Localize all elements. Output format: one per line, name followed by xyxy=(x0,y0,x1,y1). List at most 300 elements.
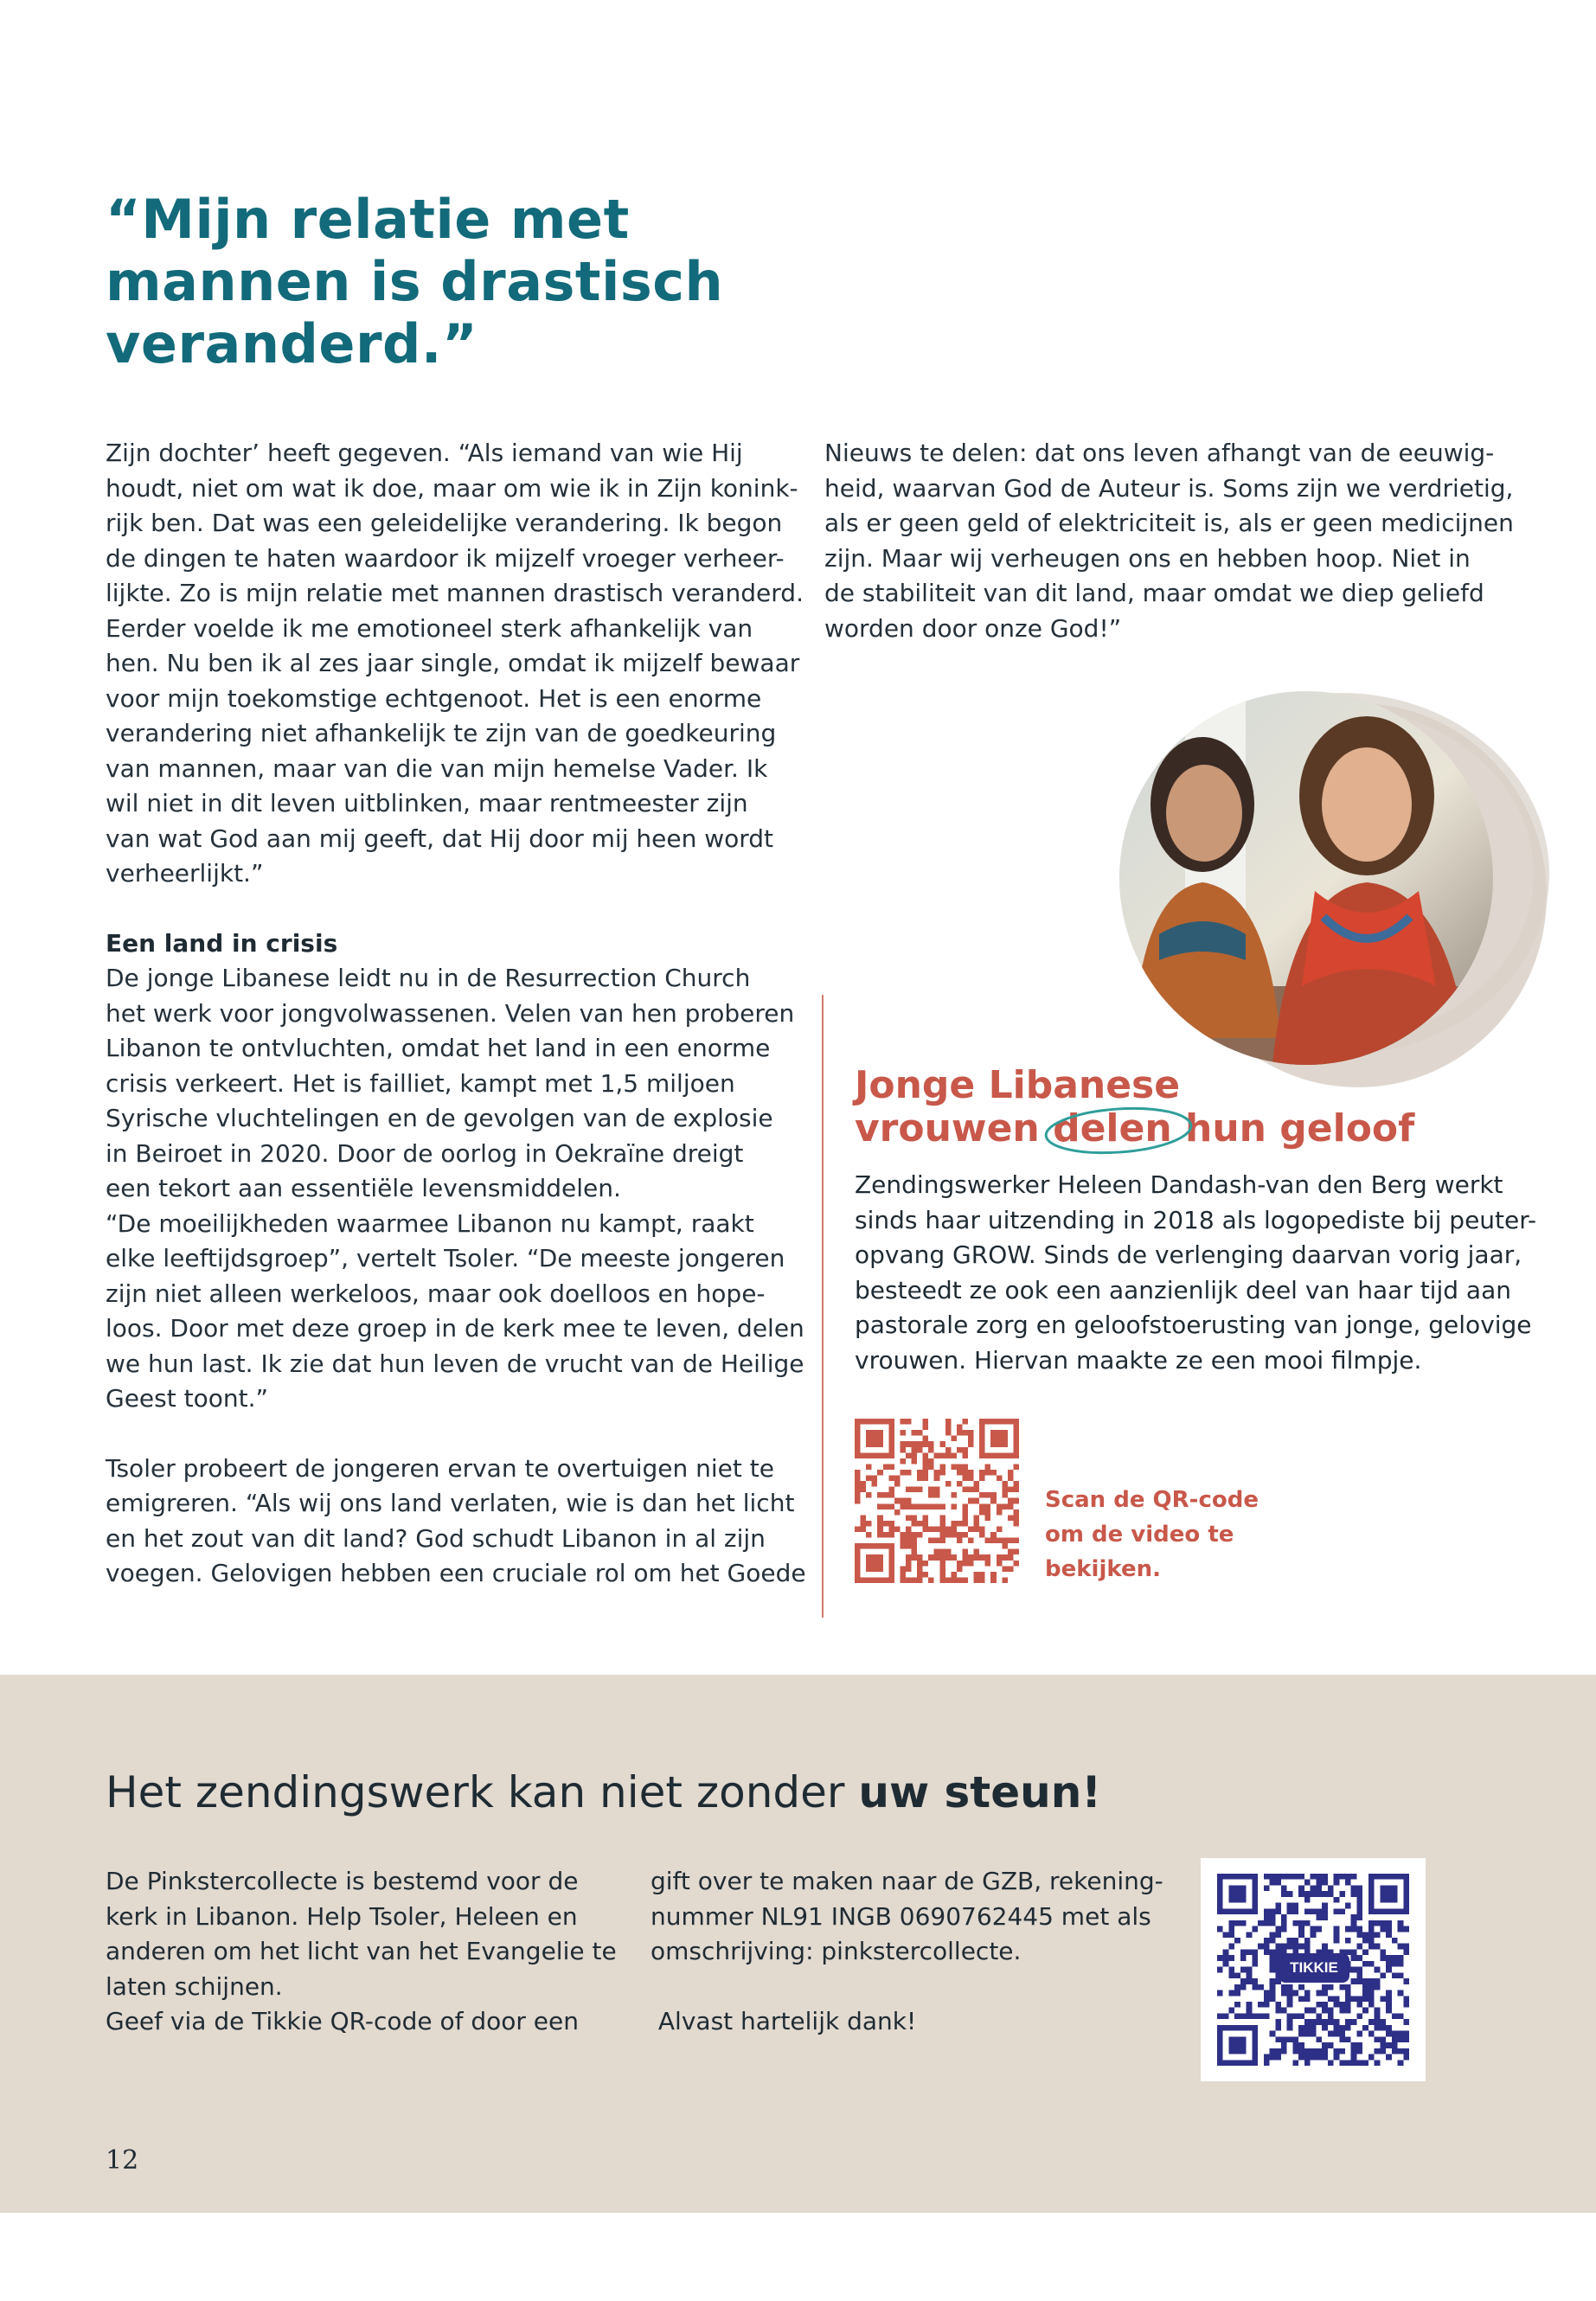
qr-module xyxy=(1247,2008,1253,2014)
circled-word xyxy=(1053,1107,1172,1150)
text-line: Tsoler probeert de jongeren ervan te overtuigen niet te xyxy=(106,1453,774,1483)
qr-module xyxy=(985,1561,991,1567)
qr-module xyxy=(861,1481,867,1487)
qr-module xyxy=(1013,1515,1019,1521)
qr-module xyxy=(1362,1938,1368,1944)
qr-module xyxy=(1380,2025,1386,2031)
text-line: Eerder voelde ik me emotioneel sterk afhankelijk van xyxy=(106,613,753,643)
qr-module xyxy=(1264,1874,1270,1880)
qr-module xyxy=(1008,1538,1014,1544)
qr-module xyxy=(1316,2013,1322,2019)
qr-module xyxy=(1380,1920,1386,1926)
qr-module xyxy=(855,1470,861,1476)
qr-module xyxy=(923,1572,929,1578)
qr-module xyxy=(1002,1487,1008,1493)
qr-module xyxy=(968,1538,974,1544)
qr-module xyxy=(1217,1955,1223,1961)
qr-module xyxy=(1311,2008,1317,2014)
qr-module xyxy=(861,1487,867,1493)
headline-part: delen xyxy=(1053,1106,1172,1150)
qr-module xyxy=(1264,1990,1270,1997)
qr-module xyxy=(866,1430,883,1447)
title-line: veranderd.” xyxy=(106,312,478,375)
qr-module xyxy=(1345,2025,1351,2031)
qr-module xyxy=(900,1419,906,1425)
text-line: heid, waarvan God de Auteur is. Soms zijn we verdrietig, xyxy=(824,473,1514,503)
qr-module xyxy=(1368,2031,1375,2037)
qr-module xyxy=(1281,1914,1287,1920)
qr-module xyxy=(1247,1978,1253,1984)
text-line: voor mijn toekomstige echtgenoot. Het is een enorme xyxy=(106,683,762,713)
qr-module xyxy=(1287,1908,1293,1914)
qr-module xyxy=(990,1470,997,1476)
qr-module xyxy=(906,1538,912,1544)
qr-module xyxy=(928,1458,934,1465)
qr-module xyxy=(917,1430,923,1436)
qr-module xyxy=(1281,2042,1287,2048)
qr-module xyxy=(1304,1880,1311,1886)
qr-module xyxy=(900,1577,906,1583)
qr-module xyxy=(1322,1914,1328,1920)
qr-module xyxy=(990,1572,997,1578)
qr-module xyxy=(900,1543,906,1549)
qr-module xyxy=(1275,1908,1281,1914)
qr-module xyxy=(1298,1885,1304,1891)
qr-code-graphic xyxy=(855,1419,1019,1583)
text-line xyxy=(651,1970,1187,2005)
qr-module xyxy=(1252,1949,1258,1955)
qr-module xyxy=(917,1447,923,1453)
qr-module xyxy=(1275,1880,1281,1886)
photo-illustration xyxy=(1107,675,1557,1090)
qr-module xyxy=(923,1526,929,1532)
qr-module xyxy=(912,1430,918,1436)
qr-module xyxy=(906,1419,912,1425)
qr-module xyxy=(923,1515,929,1521)
qr-module xyxy=(1398,2031,1404,2037)
qr-module xyxy=(1351,1996,1357,2002)
qr-module xyxy=(1275,1932,1281,1938)
qr-module xyxy=(957,1538,963,1544)
qr-module xyxy=(923,1464,929,1470)
qr-module xyxy=(912,1452,918,1458)
qr-module xyxy=(957,1464,963,1470)
qr-module xyxy=(951,1554,957,1561)
left-column xyxy=(106,436,806,1592)
qr-module xyxy=(1334,1932,1340,1938)
qr-module xyxy=(1334,2002,1340,2008)
qr-module xyxy=(974,1515,980,1521)
qr-module xyxy=(906,1561,912,1567)
qr-module xyxy=(928,1526,934,1532)
qr-module xyxy=(979,1526,985,1532)
qr-module xyxy=(900,1430,906,1436)
qr-module xyxy=(1356,1903,1362,1909)
text-line: van wat God aan mij geeft, dat Hij door mij heen wordt xyxy=(106,824,774,853)
text-line: nummer NL91 INGB 0690762445 met als xyxy=(651,1901,1151,1931)
qr-module xyxy=(1002,1543,1008,1549)
qr-module xyxy=(945,1452,952,1458)
qr-module xyxy=(1386,2008,1392,2014)
qr-module xyxy=(923,1476,929,1482)
qr-module xyxy=(1275,1926,1281,1932)
text-line: zijn niet alleen werkeloos, maar ook doelloos en hope- xyxy=(106,1279,766,1308)
qr-module xyxy=(906,1470,912,1476)
qr-module xyxy=(917,1487,923,1493)
appeal-title xyxy=(106,1766,1490,1818)
text-line: in Beiroet in 2020. Door de oorlog in Oekraïne dreigt xyxy=(106,1138,744,1168)
qr-module xyxy=(1345,1984,1351,1990)
qr-module xyxy=(923,1452,929,1458)
qr-module xyxy=(1275,2002,1281,2008)
qr-module xyxy=(934,1476,940,1482)
qr-module xyxy=(1252,1926,1258,1932)
qr-module xyxy=(1339,1874,1345,1880)
qr-module xyxy=(1234,2013,1240,2019)
qr-module xyxy=(1345,1938,1351,1944)
qr-module xyxy=(1386,1932,1392,1938)
qr-module xyxy=(1217,1926,1223,1932)
text-line: omschrijving: pinkstercollecte. xyxy=(651,1937,1022,1965)
qr-module xyxy=(928,1577,934,1583)
qr-module xyxy=(1392,2031,1398,2037)
qr-module xyxy=(1368,1996,1375,2002)
qr-module xyxy=(1228,2036,1246,2054)
qr-module xyxy=(1339,1984,1345,1990)
qr-module xyxy=(939,1549,945,1555)
qr-module xyxy=(1311,1932,1317,1938)
qr-module xyxy=(1270,1984,1276,1990)
text-line: Scan de QR-code xyxy=(1045,1487,1259,1513)
right-column xyxy=(824,436,1534,646)
qr-module xyxy=(1375,1944,1381,1950)
qr-module xyxy=(934,1452,940,1458)
tikkie-qr-code[interactable] xyxy=(1201,1858,1426,2081)
qr-module xyxy=(1304,2031,1311,2037)
qr-module xyxy=(877,1526,883,1532)
qr-module xyxy=(1013,1498,1019,1504)
qr-module xyxy=(1247,1932,1253,1938)
qr-module xyxy=(974,1498,980,1504)
qr-module xyxy=(1287,2013,1293,2019)
qr-module xyxy=(1339,2008,1345,2014)
qr-module xyxy=(1334,1874,1340,1880)
qr-module xyxy=(1013,1561,1019,1567)
qr-module xyxy=(1275,2054,1281,2061)
qr-module xyxy=(1008,1498,1014,1504)
qr-module xyxy=(1264,2002,1270,2008)
qr-module xyxy=(1375,1967,1381,1973)
text-line: emigreren. “Als wij ons land verlaten, wie is dan het licht xyxy=(106,1489,795,1517)
qr-module xyxy=(1013,1487,1019,1493)
qr-module xyxy=(1328,2013,1334,2019)
qr-module xyxy=(1252,1961,1258,1967)
qr-module xyxy=(1270,2054,1276,2061)
qr-module xyxy=(990,1577,997,1583)
qr-module xyxy=(1281,2048,1287,2054)
qr-module xyxy=(1223,1949,1229,1955)
qr-module xyxy=(1316,1874,1322,1880)
qr-module xyxy=(1375,2060,1381,2066)
qr-module xyxy=(990,1430,1008,1447)
qr-module xyxy=(934,1470,940,1476)
qr-module xyxy=(1270,1990,1276,1997)
page-footer xyxy=(0,2213,1596,2301)
qr-module xyxy=(1228,1990,1234,1997)
qr-module xyxy=(957,1532,963,1538)
qr-module xyxy=(1240,1978,1247,1984)
text-line: worden door onze God!” xyxy=(824,613,1122,643)
qr-module xyxy=(928,1441,934,1447)
text-line: verandering niet afhankelijk te zijn van de goedkeuring xyxy=(106,719,777,747)
qr-module xyxy=(872,1476,878,1482)
qr-module xyxy=(928,1447,934,1453)
qr-module xyxy=(1398,1955,1404,1961)
qr-module xyxy=(1334,1880,1340,1886)
qr-module xyxy=(1398,1972,1404,1978)
text-line: houdt, niet om wat ik doe, maar om wie ik in Zijn konink- xyxy=(106,473,798,503)
qr-module xyxy=(1264,1920,1270,1926)
qr-module xyxy=(1258,1944,1264,1950)
qr-module xyxy=(1008,1515,1014,1521)
qr-module xyxy=(1228,1955,1234,1961)
text-line: een tekort aan essentiële levensmiddelen. xyxy=(106,1174,621,1202)
qr-module xyxy=(1356,1944,1362,1950)
qr-module xyxy=(1298,1874,1304,1880)
qr-module xyxy=(1339,2031,1345,2037)
video-qr-code[interactable] xyxy=(855,1419,1019,1583)
qr-module xyxy=(1386,2002,1392,2008)
qr-module xyxy=(1375,1978,1381,1984)
qr-module xyxy=(957,1470,963,1476)
paragraph-3 xyxy=(106,1452,806,1592)
qr-module xyxy=(968,1487,974,1493)
qr-module xyxy=(945,1577,952,1583)
qr-module xyxy=(917,1554,923,1561)
qr-module xyxy=(906,1554,912,1561)
qr-module xyxy=(1292,2013,1298,2019)
qr-module xyxy=(1345,2002,1351,2008)
qr-module xyxy=(997,1476,1003,1482)
qr-module xyxy=(1228,1926,1234,1932)
qr-module xyxy=(1304,1990,1311,1997)
qr-module xyxy=(1322,1891,1328,1897)
qr-module xyxy=(1228,1972,1234,1978)
qr-module xyxy=(1398,1961,1404,1967)
qr-module xyxy=(1392,1972,1398,1978)
text-line: vrouwen. Hiervan maakte ze een mooi filmpje. xyxy=(855,1345,1422,1375)
qr-module xyxy=(923,1436,929,1442)
qr-module xyxy=(1339,1891,1345,1897)
qr-module xyxy=(1002,1566,1008,1572)
qr-module xyxy=(1362,1990,1368,1997)
qr-module xyxy=(1351,2054,1357,2061)
qr-module xyxy=(855,1487,861,1493)
qr-module xyxy=(968,1561,974,1567)
qr-module xyxy=(1368,2002,1375,2008)
qr-module xyxy=(962,1487,968,1493)
qr-module xyxy=(1328,1996,1334,2002)
qr-module xyxy=(1351,1914,1357,1920)
qr-module xyxy=(939,1577,945,1583)
qr-module xyxy=(1264,1885,1270,1891)
qr-module xyxy=(1008,1503,1014,1509)
qr-module xyxy=(888,1503,894,1509)
qr-module xyxy=(866,1521,872,1527)
qr-module xyxy=(1013,1481,1019,1487)
qr-module xyxy=(883,1532,889,1538)
qr-module xyxy=(877,1521,883,1527)
qr-module xyxy=(1304,1938,1311,1944)
qr-module xyxy=(1334,1897,1340,1903)
qr-module xyxy=(1287,1891,1293,1897)
qr-module xyxy=(951,1436,957,1442)
qr-module xyxy=(1264,1914,1270,1920)
qr-module xyxy=(912,1515,918,1521)
qr-module xyxy=(912,1538,918,1544)
qr-module xyxy=(1292,1938,1298,1944)
qr-module xyxy=(1356,1885,1362,1891)
qr-module xyxy=(1287,1944,1293,1950)
qr-module xyxy=(1356,2060,1362,2066)
qr-module xyxy=(900,1503,906,1509)
qr-module xyxy=(917,1441,923,1447)
qr-module xyxy=(855,1498,861,1504)
qr-module xyxy=(1311,1874,1317,1880)
qr-module xyxy=(1311,2025,1317,2031)
qr-module xyxy=(1403,2031,1409,2037)
qr-module xyxy=(1292,1903,1298,1909)
qr-module xyxy=(957,1447,963,1453)
photo-two-women xyxy=(1107,675,1557,1090)
qr-module xyxy=(877,1515,883,1521)
qr-module xyxy=(1316,1880,1322,1886)
qr-module xyxy=(1398,2060,1404,2066)
text-line: lijkte. Zo is mijn relatie met mannen drastisch veranderd. xyxy=(106,579,804,607)
qr-module xyxy=(894,1509,901,1516)
qr-module xyxy=(951,1521,957,1527)
sidebar-body xyxy=(855,1168,1547,1378)
qr-module xyxy=(1264,2054,1270,2061)
qr-module xyxy=(888,1521,894,1527)
qr-module xyxy=(1298,2031,1304,2037)
qr-module xyxy=(1234,1972,1240,1978)
qr-module xyxy=(945,1526,952,1532)
qr-module xyxy=(934,1549,940,1555)
qr-module xyxy=(1275,2025,1281,2031)
qr-module xyxy=(1386,1996,1392,2002)
qr-module xyxy=(1351,1955,1357,1961)
qr-module xyxy=(957,1481,963,1487)
qr-module xyxy=(1339,1908,1345,1914)
qr-module xyxy=(1316,2054,1322,2061)
qr-module xyxy=(1304,1897,1311,1903)
qr-module xyxy=(1386,2031,1392,2037)
qr-module xyxy=(1328,1891,1334,1897)
qr-module xyxy=(1334,1996,1340,2002)
qr-module xyxy=(957,1425,963,1431)
qr-module xyxy=(1270,1880,1276,1886)
qr-module xyxy=(1013,1521,1019,1527)
qr-module xyxy=(939,1515,945,1521)
qr-module xyxy=(1292,2048,1298,2054)
qr-module xyxy=(912,1458,918,1465)
qr-module xyxy=(1356,1908,1362,1914)
appeal-column-2 xyxy=(651,1864,1187,2040)
qr-module xyxy=(1002,1577,1008,1583)
qr-module xyxy=(962,1561,968,1567)
text-line: om de video te xyxy=(1045,1522,1234,1548)
qr-module xyxy=(1398,1920,1404,1926)
qr-module xyxy=(877,1492,883,1498)
qr-module xyxy=(912,1487,918,1493)
qr-module xyxy=(997,1526,1003,1532)
qr-module xyxy=(1316,1926,1322,1932)
qr-module xyxy=(1298,2054,1304,2061)
qr-module xyxy=(1322,2042,1328,2048)
qr-module xyxy=(1380,2048,1386,2054)
qr-module xyxy=(1304,1920,1311,1926)
text-line: Alvast hartelijk dank! xyxy=(651,2007,917,2035)
qr-module xyxy=(1287,1996,1293,2002)
qr-module xyxy=(1356,2042,1362,2048)
qr-module xyxy=(900,1441,906,1447)
qr-module xyxy=(979,1503,985,1509)
qr-module xyxy=(1356,1967,1362,1973)
hand-drawn-circle xyxy=(1041,1104,1196,1157)
qr-module xyxy=(883,1492,889,1498)
qr-module xyxy=(1356,2048,1362,2054)
qr-module xyxy=(974,1554,980,1561)
qr-module xyxy=(1351,1926,1357,1932)
title-line: mannen is drastisch xyxy=(106,250,724,313)
qr-module xyxy=(939,1503,945,1509)
qr-module xyxy=(1292,2060,1298,2066)
qr-module xyxy=(1304,1908,1311,1914)
qr-module xyxy=(917,1566,923,1572)
qr-module xyxy=(1287,1984,1293,1990)
qr-module xyxy=(1234,1920,1240,1926)
qr-module xyxy=(1328,1885,1334,1891)
qr-module xyxy=(1403,2002,1409,2008)
qr-module xyxy=(1002,1492,1008,1498)
qr-module xyxy=(1287,1874,1293,1880)
qr-module xyxy=(1013,1464,1019,1470)
qr-module xyxy=(928,1503,934,1509)
qr-module xyxy=(1334,2019,1340,2025)
qr-module xyxy=(985,1509,991,1516)
qr-module xyxy=(957,1566,963,1572)
qr-module xyxy=(923,1521,929,1527)
qr-module xyxy=(1002,1503,1008,1509)
qr-module xyxy=(1311,2048,1317,2054)
qr-module xyxy=(939,1470,945,1476)
qr-module xyxy=(1298,2042,1304,2048)
qr-module xyxy=(1351,1885,1357,1891)
qr-module xyxy=(1311,1885,1317,1891)
qr-module xyxy=(1322,1874,1328,1880)
qr-module xyxy=(866,1476,872,1482)
qr-module xyxy=(928,1487,934,1493)
qr-module xyxy=(912,1503,918,1509)
qr-module xyxy=(1234,1984,1240,1990)
headline-line: Jonge Libanese xyxy=(855,1063,1181,1107)
qr-module xyxy=(1228,1967,1234,1973)
text-line: Libanon te ontvluchten, omdat het land in een enorme xyxy=(106,1034,771,1062)
qr-module xyxy=(1356,2002,1362,2008)
qr-module xyxy=(1311,1908,1317,1914)
qr-module xyxy=(934,1554,940,1561)
